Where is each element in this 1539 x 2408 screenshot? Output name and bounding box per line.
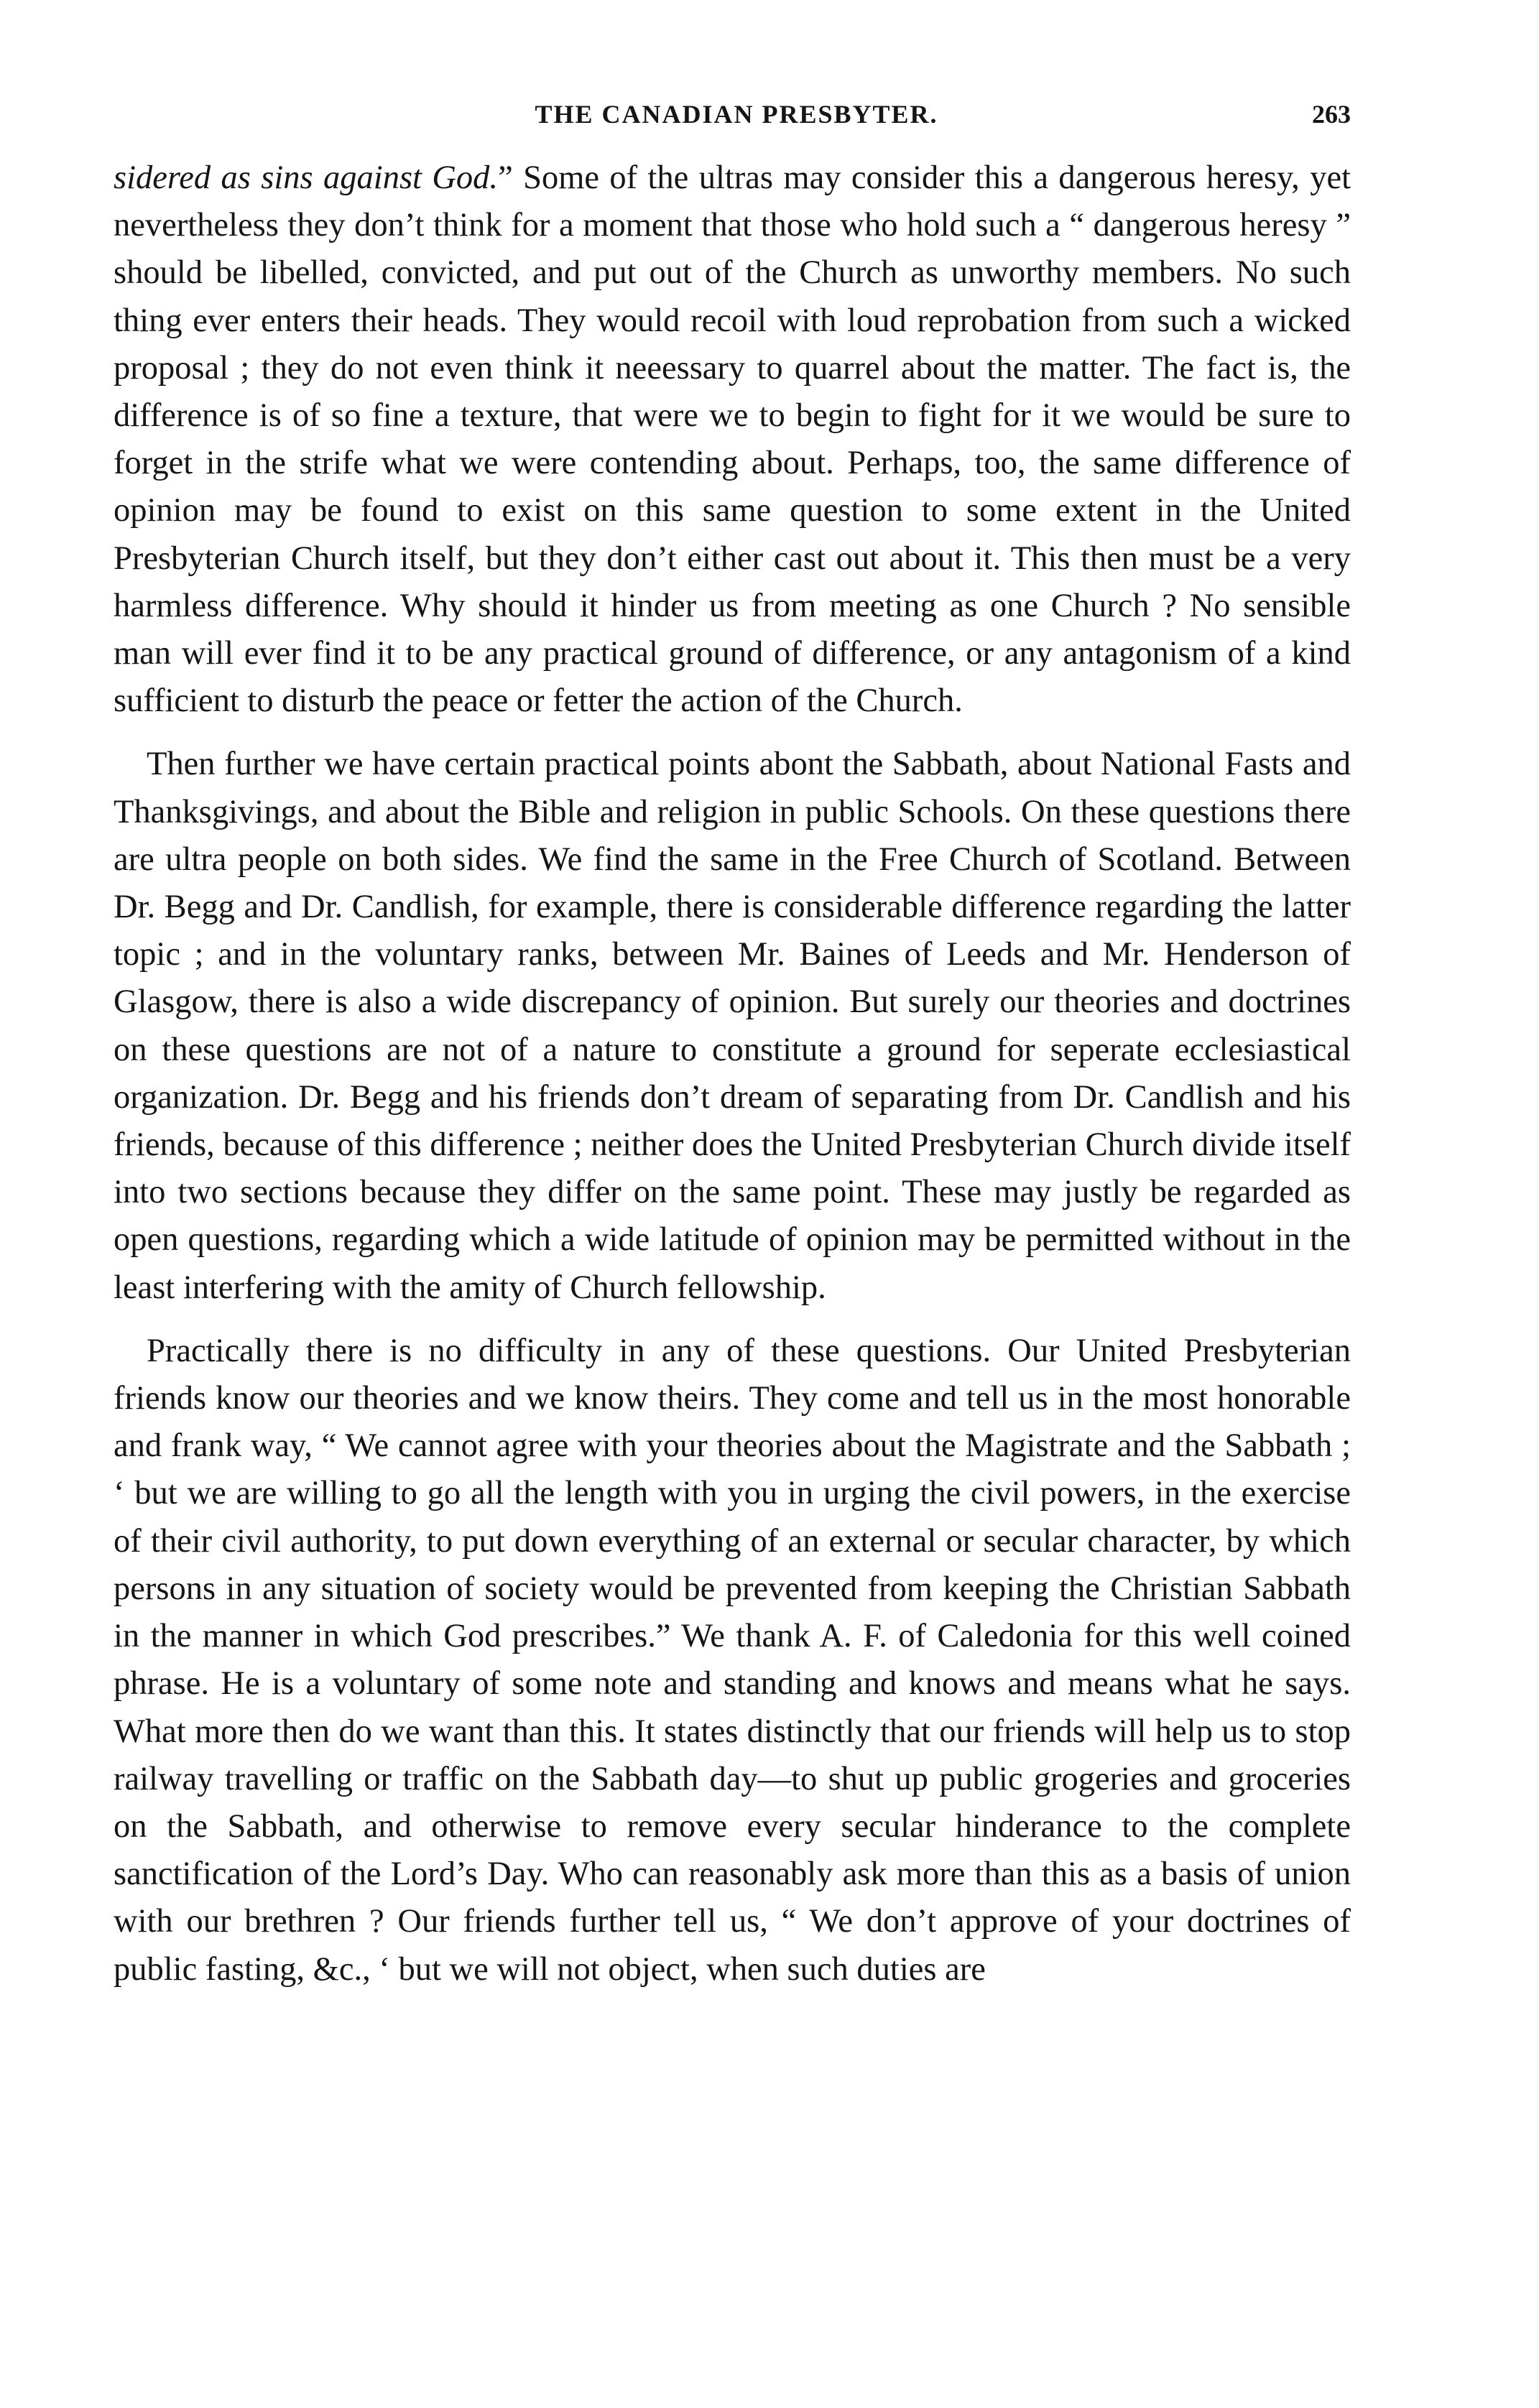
page-number: 263 bbox=[1312, 100, 1351, 129]
body-text bbox=[114, 154, 1351, 1993]
paragraph-1-text: ” Some of the ultras may consider this a dangerous heresy, yet nevertheless they don’t think for a moment that those who hold such a “ dangerous heresy ” should be libelled, convicted, and put out of the Church as unworthy members. No such thing ever enters their heads. They would recoil with loud reprobation from such a wicked proposal ; they do not even think it neeessary to quarrel about the matter. The fact is, the difference is of so fine a texture, that were we to begin to fight for it we would be sure to forget in the strife what we were contending about. Perhaps, too, the same difference of opinion may be found to exist on this same question to some extent in the United Presbyterian Church itself, but they don’t either cast out about it. This then must be a very harmless difference. Why should it hinder us from meeting as one Church ? No sensible man will ever find it to be any practical ground of difference, or any antagonism of a kind sufficient to disturb the peace or fetter the action of the Church. bbox=[114, 159, 1351, 720]
italic-lead-text: sidered as sins against God. bbox=[114, 159, 499, 196]
paragraph-1 bbox=[114, 154, 1351, 725]
page-header bbox=[122, 99, 1351, 142]
running-title: THE CANADIAN PRESBYTER. bbox=[535, 100, 938, 129]
paragraph-2: Then further we have certain practical points abont the Sabbath, about National Fasts and Thanksgivings, and about the Bible and religion in public Schools. On these questions there are ultra people on both sides. We find the same in the Free Church of Scotland. Between Dr. Begg and Dr. Candlish, for example, there is considerable difference regarding the latter topic ; and in the voluntary ranks, between Mr. Baines of Leeds and Mr. Henderson of Glasgow, there is also a wide discrepancy of opinion. But surely our theories and doctrines on these questions are not of a nature to constitute a ground for seperate ecclesiastical organization. Dr. Begg and his friends don’t dream of separating from Dr. Candlish and his friends, because of this difference ; neither does the United Presbyterian Church divide itself into two sections because they differ on the same point. These may justly be regarded as open questions, regarding which a wide latitude of opinion may be permitted without in the least interfering with the amity of Church fellowship. bbox=[114, 746, 1351, 1306]
paragraph-3: Practically there is no difficulty in any of these questions. Our United Presbyterian friends know our theories and we know theirs. They come and tell us in the most honorable and frank way, “ We cannot agree with your theories about the Magistrate and the Sabbath ; ‘ but we are willing to go all the length with you in urging the civil powers, in the exercise of their civil authority, to put down everything of an external or secular character, by which persons in any situation of society would be prevented from keeping the Christian Sabbath in the manner in which God prescribes.” We thank A. F. of Caledonia for this well coined phrase. He is a voluntary of some note and standing and knows and means what he says. What more then do we want than this. It states distinctly that our friends will help us to stop railway travelling or traffic on the Sabbath day—to shut up public grogeries and groceries on the Sabbath, and otherwise to remove every secular hinderance to the complete sanctification of the Lord’s Day. Who can reasonably ask more than this as a basis of union with our brethren ? Our friends further tell us, “ We don’t approve of your doctrines of public fasting, &c., ‘ but we will not object, when such duties are bbox=[114, 1332, 1351, 1988]
